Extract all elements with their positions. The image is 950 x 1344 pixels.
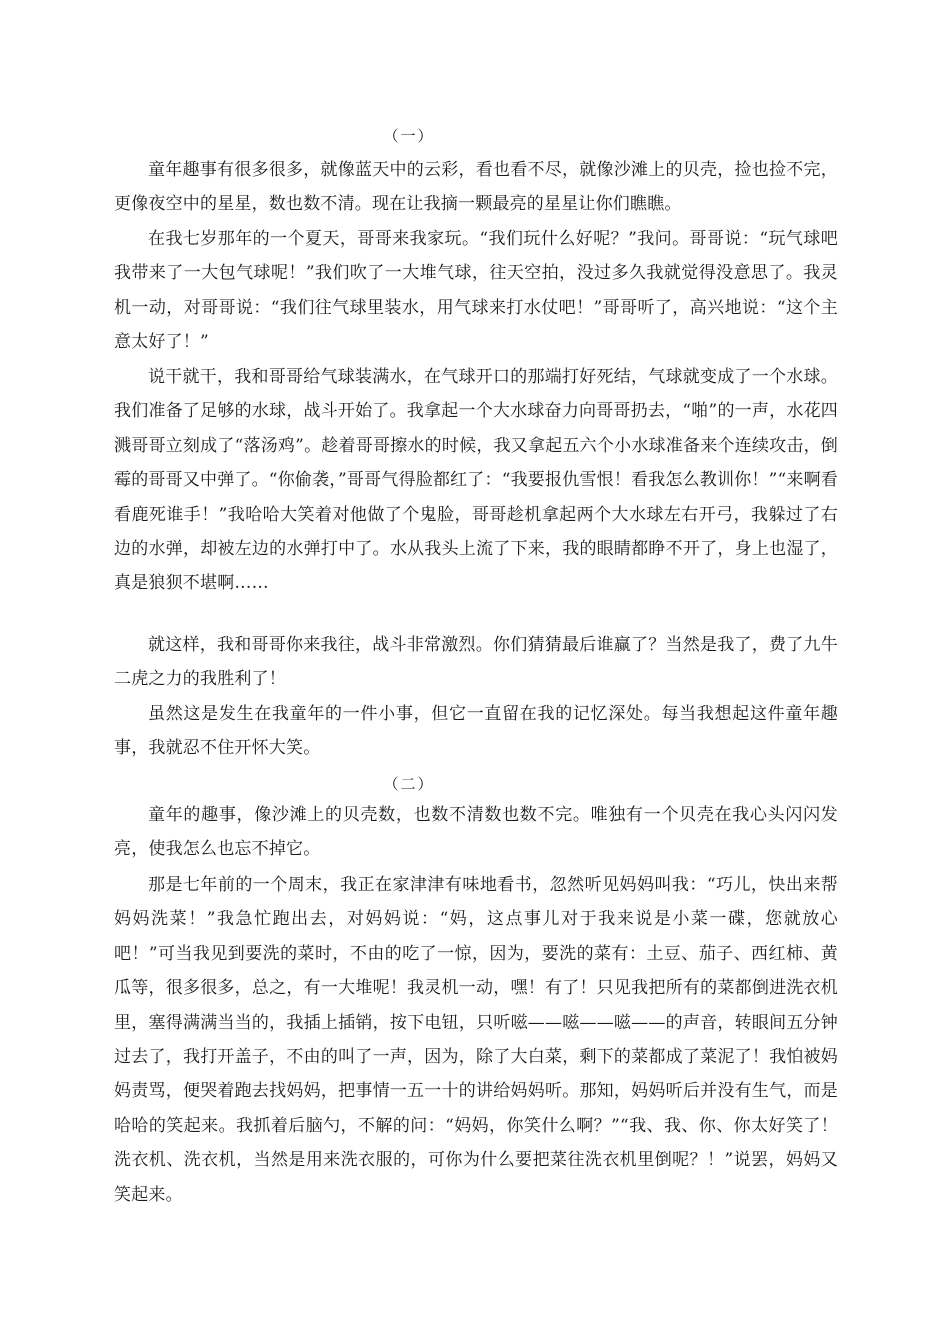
section-1-paragraph-5: 虽然这是发生在我童年的一件小事，但它一直留在我的记忆深处。每当我想起这件童年趣事，我就忍不住开怀大笑。: [114, 704, 838, 759]
section-2-paragraph-1: 童年的趣事，像沙滩上的贝壳数，也数不清数也数不完。唯独有一个贝壳在我心头闪闪发亮，使我怎么也忘不掉它。: [114, 805, 838, 860]
section-2-paragraph-2: 那是七年前的一个周末，我正在家津津有味地看书，忽然听见妈妈叫我：“巧儿，快出来帮妈妈洗菜！”我急忙跑出去，对妈妈说：“妈，这点事儿对于我来说是小菜一碟，您就放心吧！”可当我见到要洗的菜时，不由的吃了一惊，因为，要洗的菜有：土豆、茄子、西红柿、黄瓜等，很多很多，总之，有一大堆呢！我灵机一动，嘿！有了！只见我把所有的菜都倒进洗衣机里，塞得满满当当的，我插上插销，按下电钮，只听嗞——嗞——嗞——的声音，转眼间五分钟过去了，我打开盖子，不由的叫了一声，因为，除了大白菜，剩下的菜都成了菜泥了！我怕被妈妈责骂，便哭着跑去找妈妈，把事情一五一十的讲给妈妈听。那知，妈妈听后并没有生气，而是哈哈的笑起来。我抓着后脑勺，不解的问：“妈妈，你笑什么啊？”“我、我、你、你太好笑了！洗衣机、洗衣机，当然是用来洗衣服的，可你为什么要把菜往洗衣机里倒呢？！”说罢，妈妈又笑起来。: [114, 875, 838, 1205]
section-2-title: （二）: [383, 775, 435, 793]
section-1-paragraph-4: 就这样，我和哥哥你来我往，战斗非常激烈。你们猜猜最后谁赢了？当然是我了，费了九牛二虎之力的我胜利了！: [114, 635, 838, 690]
section-1-paragraph-1: 童年趣事有很多很多，就像蓝天中的云彩，看也看不尽，就像沙滩上的贝壳，捡也捡不完，更像夜空中的星星，数也数不清。现在让我摘一颗最亮的星星让你们瞧瞧。: [114, 160, 838, 215]
section-1-paragraph-2: 在我七岁那年的一个夏天，哥哥来我家玩。“我们玩什么好呢？”我问。哥哥说：“玩气球吧我带来了一大包气球呢！”我们吹了一大堆气球，往天空拍，没过多久我就觉得没意思了。我灵机一动，对哥哥说：“我们往气球里装水，用气球来打水仗吧！”哥哥听了，高兴地说：“这个主意太好了！”: [114, 229, 838, 353]
section-1-paragraph-3: 说干就干，我和哥哥给气球装满水，在气球开口的那端打好死结，气球就变成了一个水球。我们准备了足够的水球，战斗开始了。我拿起一个大水球奋力向哥哥扔去，“啪”的一声，水花四溅哥哥立刻成了“落汤鸡”。趁着哥哥擦水的时候，我又拿起五六个小水球准备来个连续攻击，倒霉的哥哥又中弹了。“你偷袭，”哥哥气得脸都红了：“我要报仇雪恨！看我怎么教训你！”“来啊看看鹿死谁手！”我哈哈大笑着对他做了个鬼脸，哥哥趁机拿起两个大水球左右开弓，我躲过了右边的水弹，却被左边的水弹打中了。水从我头上流了下来，我的眼睛都睁不开了，身上也湿了，真是狼狈不堪啊……: [114, 367, 838, 594]
section-1-title: （一）: [383, 127, 435, 145]
